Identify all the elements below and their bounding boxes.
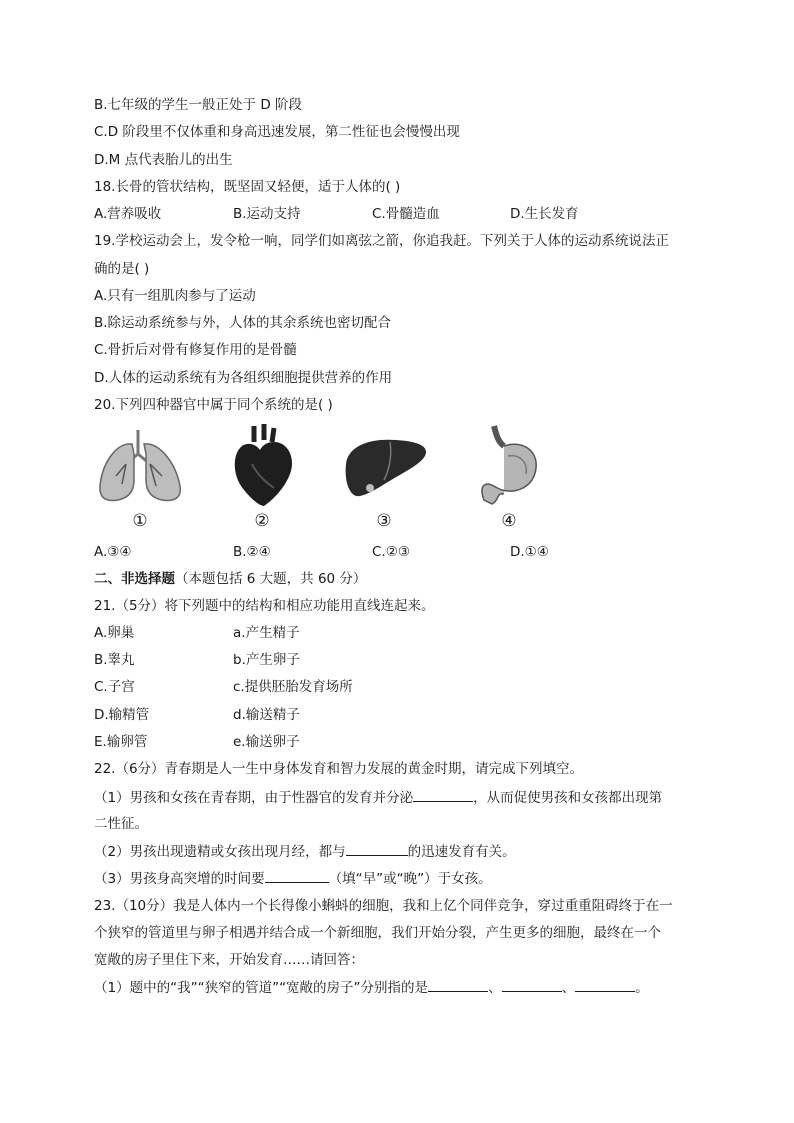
answer-blank[interactable] [413, 787, 473, 802]
section-note: （本题包括 6 大题，共 60 分） [175, 571, 367, 587]
q19-option-c: C.骨折后对骨有修复作用的是骨髓 [94, 342, 297, 358]
q21-left-d: D.输精管 [94, 707, 150, 723]
image-number-3: ③ [376, 511, 392, 531]
lungs-icon [96, 424, 186, 508]
q21-left-c: C.子宫 [94, 679, 135, 695]
q18-option-a: A.营养吸收 [94, 206, 162, 222]
q20-option-b: B.②④ [233, 544, 271, 560]
answer-blank[interactable] [575, 977, 635, 992]
section-title: 二、非选择题 [94, 571, 175, 587]
q17-option-c: C.D 阶段里不仅体重和身高迅速发展，第二性征也会慢慢出现 [94, 124, 460, 140]
q23-stem-line2: 个狭窄的管道里与卵子相遇并结合成一个新细胞，我们开始分裂，产生更多的细胞，最终在一个 [94, 925, 661, 941]
q21-left-a: A.卵巢 [94, 625, 135, 641]
image-number-1: ① [132, 511, 148, 531]
q21-right-e: e.输送卵子 [233, 734, 300, 750]
heart-icon [228, 424, 298, 508]
q22-stem: 22.（6分）青春期是人一生中身体发育和智力发展的黄金时期，请完成下列填空。 [94, 761, 584, 777]
q21-right-c: c.提供胚胎发育场所 [233, 679, 353, 695]
q22-part3: （3）男孩身高突增的时间要 （填“早”或“晚”）于女孩。 [94, 868, 492, 889]
section-heading [94, 569, 366, 589]
liver-icon [340, 424, 430, 508]
q18-option-c: C.骨髓造血 [372, 206, 440, 222]
image-number-4: ④ [501, 511, 517, 531]
q17-option-b: B.七年级的学生一般正处于 D 阶段 [94, 97, 303, 113]
answer-blank[interactable] [428, 977, 488, 992]
q19-option-a: A.只有一组肌肉参与了运动 [94, 288, 256, 304]
image-number-2: ② [254, 511, 270, 531]
q22-part2: （2）男孩出现遗精或女孩出现月经，都与 的迅速发育有关。 [94, 841, 516, 862]
q23-stem-line3: 宽敞的房子里住下来，开始发育……请回答： [94, 952, 364, 968]
q20-option-c: C.②③ [372, 544, 410, 560]
q23-stem-line1: 23.（10分）我是人体内一个长得像小蝌蚪的细胞，我和上亿个同伴竞争，穿过重重阻碍终于在一 [94, 898, 673, 914]
answer-blank[interactable] [346, 841, 408, 856]
q19-stem-line2: 确的是( ) [94, 261, 150, 277]
q19-stem-line1: 19.学校运动会上，发令枪一响，同学们如离弦之箭，你追我赶。下列关于人体的运动系统说法正 [94, 233, 669, 249]
q18-stem: 18.长骨的管状结构，既坚固又轻便，适于人体的( ) [94, 179, 401, 195]
q22-part1-line1: （1）男孩和女孩在青春期，由于性器官的发育并分泌 ，从而促使男孩和女孩都出现第 [94, 787, 662, 808]
q19-option-b: B.除运动系统参与外，人体的其余系统也密切配合 [94, 315, 392, 331]
answer-blank[interactable] [502, 977, 562, 992]
q21-right-b: b.产生卵子 [233, 652, 300, 668]
q20-option-d: D.①④ [510, 544, 549, 560]
q20-stem: 20.下列四种器官中属于同个系统的是( ) [94, 397, 333, 413]
stomach-icon [474, 424, 544, 508]
q23-part1: （1）题中的“我”“狭窄的管道”“宽敞的房子”分别指的是 、 、 。 [94, 977, 649, 998]
q21-left-e: E.输卵管 [94, 734, 148, 750]
q21-left-b: B.睾丸 [94, 652, 135, 668]
q19-option-d: D.人体的运动系统有为各组织细胞提供营养的作用 [94, 370, 393, 386]
q17-option-d: D.M 点代表胎儿的出生 [94, 152, 233, 168]
q21-right-a: a.产生精子 [233, 625, 300, 641]
q22-part1-line2: 二性征。 [94, 816, 148, 832]
q21-stem: 21.（5分）将下列题中的结构和相应功能用直线连起来。 [94, 598, 435, 614]
q21-right-d: d.输送精子 [233, 707, 300, 723]
q18-option-d: D.生长发育 [510, 206, 579, 222]
answer-blank[interactable] [265, 868, 329, 883]
q18-option-b: B.运动支持 [233, 206, 301, 222]
q20-option-a: A.③④ [94, 544, 132, 560]
